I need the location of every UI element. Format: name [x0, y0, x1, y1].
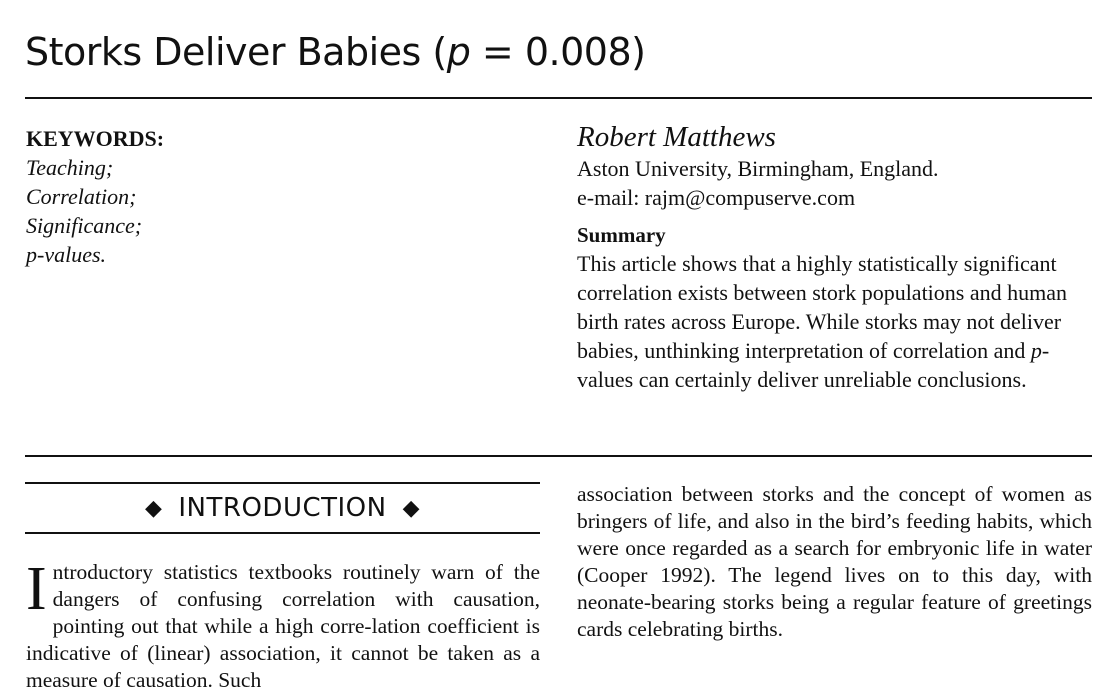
summary-divider [25, 455, 1092, 457]
author-block [577, 120, 1097, 394]
keyword-item: Teaching; [26, 155, 114, 180]
title-p-variable: p [446, 30, 471, 74]
title-main: Storks Deliver Babies ( [25, 30, 447, 74]
intro-right-column [577, 481, 1092, 643]
author-email: e-mail: rajm@compuserve.com [577, 185, 856, 210]
summary-text-part-1: This article shows that a highly statistically significant correlation exists between stork populations and human birth rates across Europe. While storks may not deliver babies, unthinking interpretation of correlation and [577, 251, 1067, 363]
drop-cap: I [26, 555, 47, 623]
introduction-heading-label: INTRODUCTION [178, 493, 387, 523]
header-divider [25, 97, 1092, 99]
intro-right-text: association between storks and the concept of women as bringers of life, and also in the bird’s feeding habits, which were once regarded as a search for embryonic life in water (Cooper 1992). The legend lives on to this day, with neonate-bearing storks being a regular feature of greetings cards celebrating births. [577, 482, 1092, 641]
diamond-icon: ◆ [144, 495, 163, 521]
intro-left-column [26, 555, 540, 694]
summary-p-variable: p [1030, 338, 1042, 363]
keyword-item: Significance; [26, 213, 143, 238]
introduction-heading [25, 482, 540, 534]
keyword-item: Correlation; [26, 184, 137, 209]
keywords-block [26, 124, 164, 269]
summary-text [577, 249, 1087, 394]
diamond-icon: ◆ [402, 495, 421, 521]
author-affiliation: Aston University, Birmingham, England. [577, 156, 939, 181]
title-p-value: = 0.008) [470, 30, 646, 74]
article-title [25, 26, 645, 78]
intro-left-text: ntroductory statistics textbooks routinely warn of the dangers of confusing correlation with causation, pointing out that while a high corre-lation coefficient is indicative of (linear) association, it cannot be taken as a measure of causation. Such [26, 560, 540, 692]
summary-text-part-2: -values can certainly deliver unreliable conclusions. [577, 338, 1050, 392]
keywords-heading: KEYWORDS: [26, 126, 165, 151]
intro-paragraph [26, 555, 540, 694]
keyword-item: p-values. [26, 242, 107, 267]
author-name: Robert Matthews [577, 121, 776, 153]
summary-heading: Summary [577, 223, 666, 247]
